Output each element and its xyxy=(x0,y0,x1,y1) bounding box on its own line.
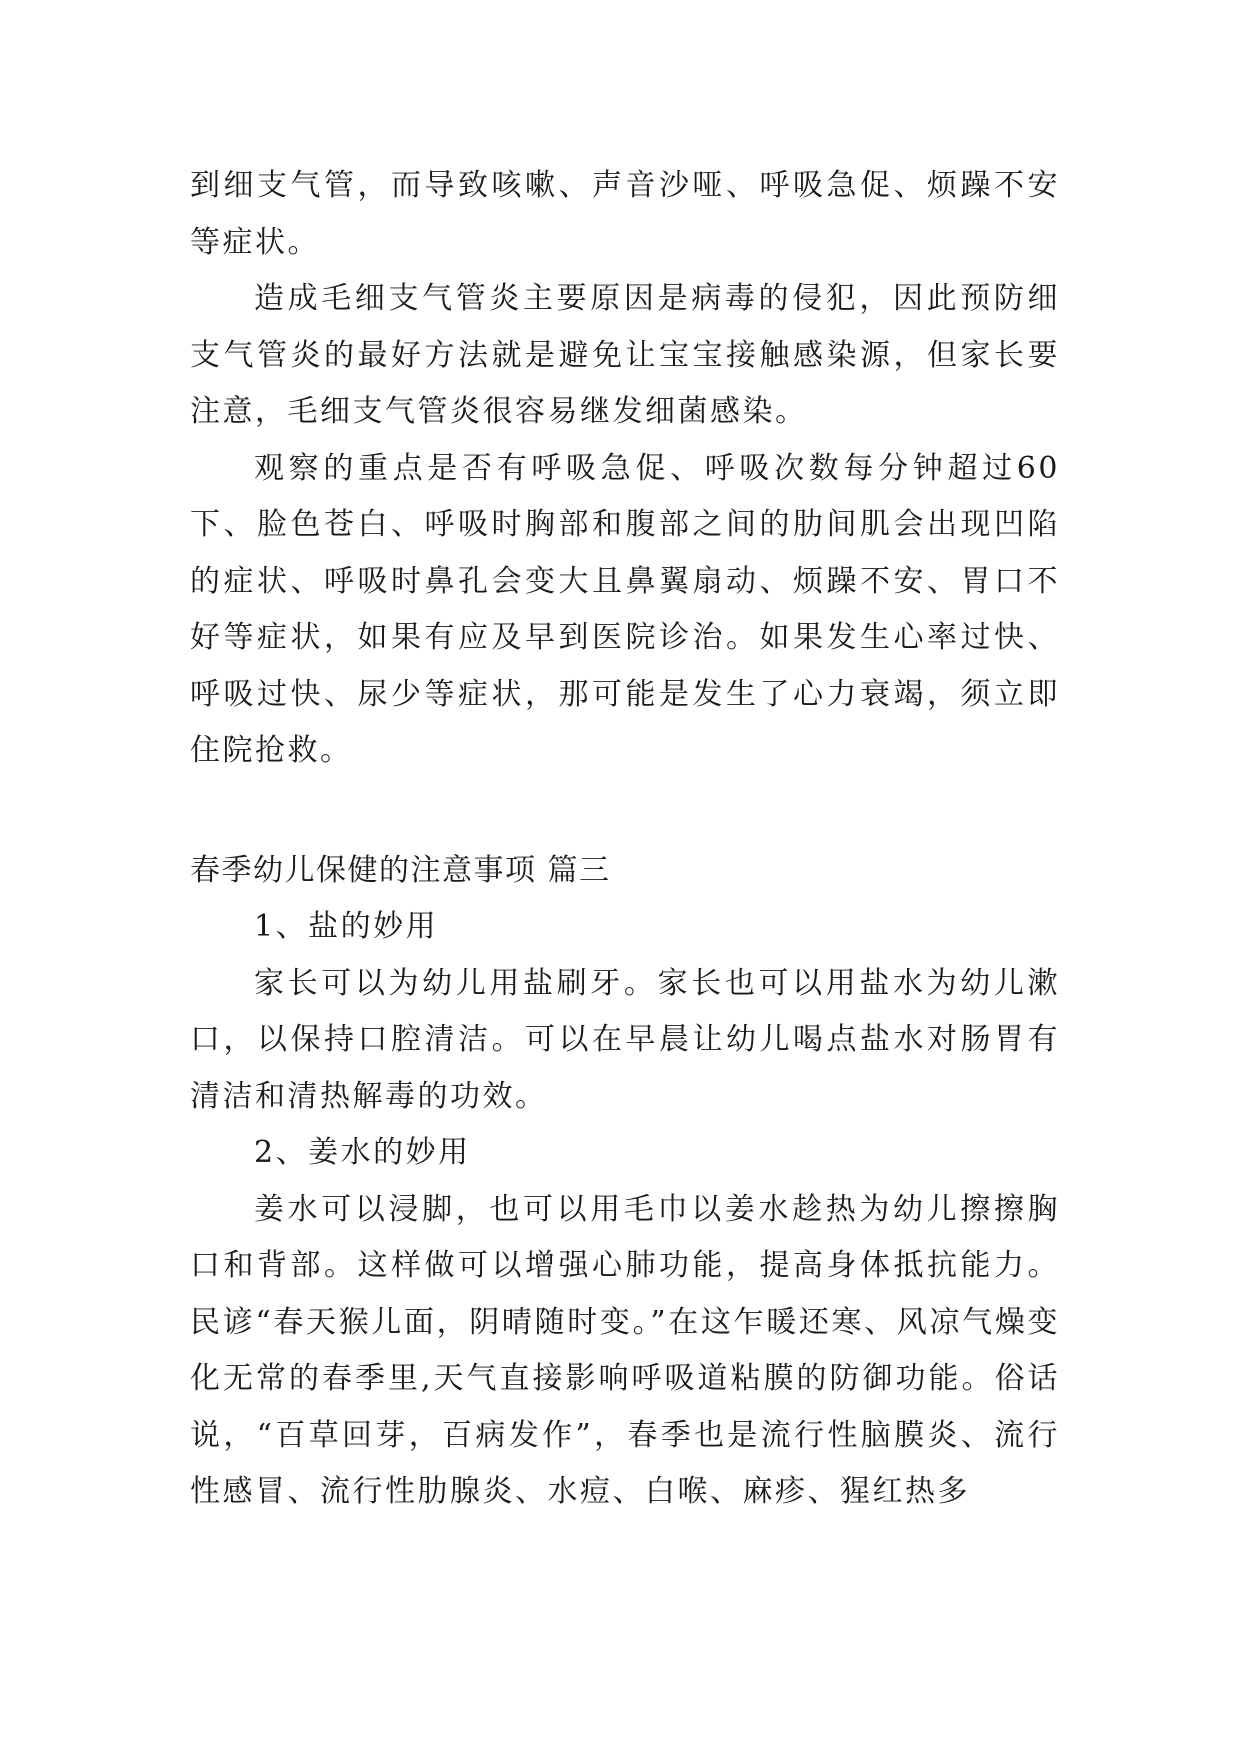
paragraph-cause: 造成毛细支气管炎主要原因是病毒的侵犯，因此预防细支气管炎的最好方法就是避免让宝宝接触感染源，但家长要注意，毛细支气管炎很容易继发细菌感染。 xyxy=(190,281,1060,429)
item-2-text: 姜水可以浸脚，也可以用毛巾以姜水趁热为幼儿擦擦胸口和背部。这样做可以增强心肺功能，提高身体抵抗能力。民谚“春天猴儿面，阴晴随时变。”在这乍暖还寒、风凉气燥变化无常的春季里,天气直接影响呼吸道粘膜的防御功能。俗话说，“百草回芽，百病发作”，春季也是流行性脑膜炎、流行性感冒、流行性肋腺炎、水痘、白喉、麻疹、猩红热多 xyxy=(190,1191,1060,1509)
paragraph-observation: 观察的重点是否有呼吸急促、呼吸次数每分钟超过60下、脸色苍白、呼吸时胸部和腹部之间的肋间肌会出现凹陷的症状、呼吸时鼻孔会变大且鼻翼扇动、烦躁不安、胃口不好等症状，如果有应及早到医院诊治。如果发生心率过快、呼吸过快、尿少等症状，那可能是发生了心力衰竭，须立即住院抢救。 xyxy=(190,450,1060,768)
paragraph-continued: 到细支气管，而导致咳嗽、声音沙哑、呼吸急促、烦躁不安等症状。 xyxy=(190,168,1060,260)
item-1-title: 1、盐的妙用 xyxy=(254,909,439,944)
section-title: 春季幼儿保健的注意事项 篇三 xyxy=(190,852,611,888)
item-1-text: 家长可以为幼儿用盐刷牙。家长也可以用盐水为幼儿漱口，以保持口腔清洁。可以在早晨让幼儿喝点盐水对肠胃有清洁和清热解毒的功效。 xyxy=(190,965,1060,1114)
section-spacer xyxy=(190,780,1060,843)
document-body xyxy=(190,158,1060,1521)
item-2-title: 2、姜水的妙用 xyxy=(254,1135,471,1170)
